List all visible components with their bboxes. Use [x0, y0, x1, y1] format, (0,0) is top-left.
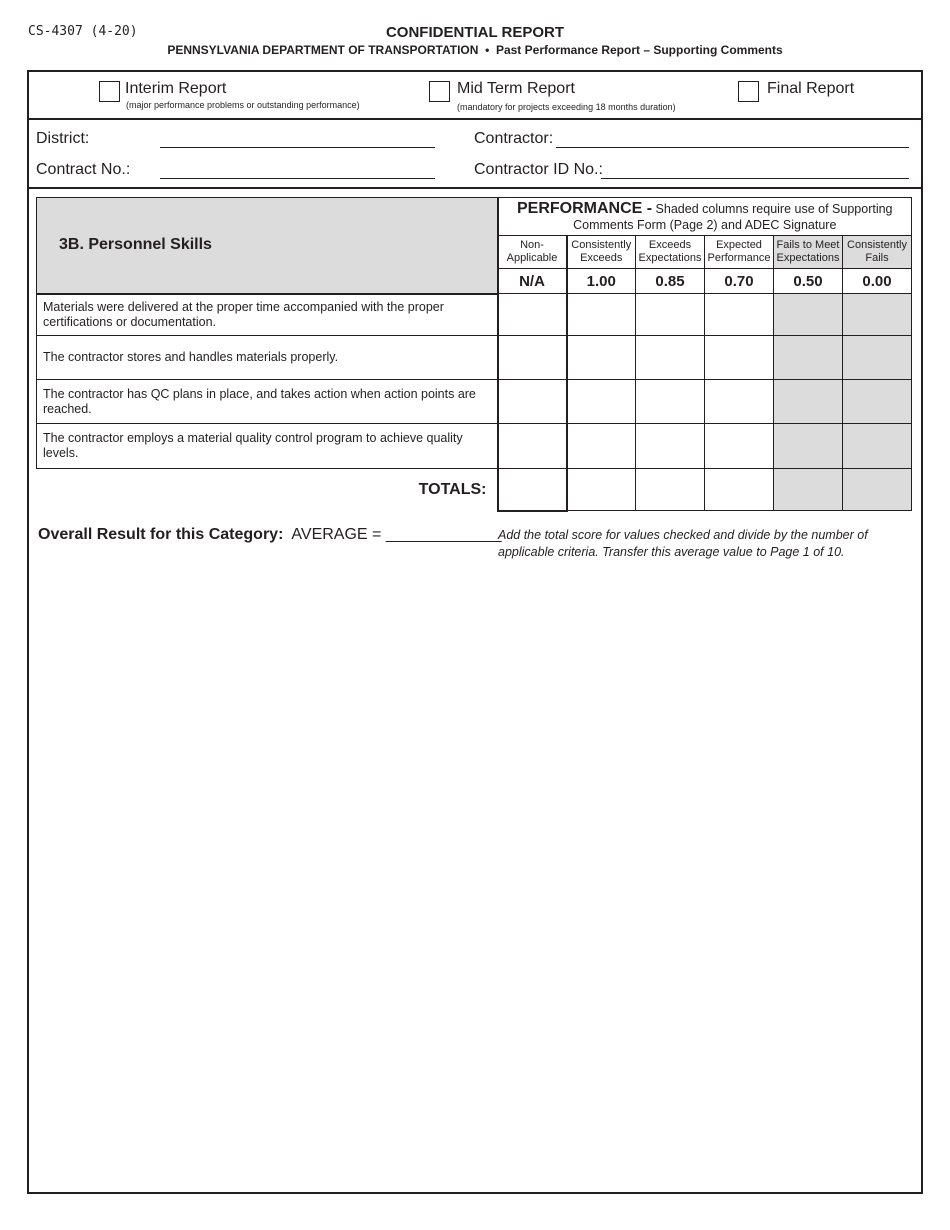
rating-cell-0-50[interactable]	[774, 294, 843, 336]
rating-cell-1-00[interactable]	[567, 336, 636, 380]
overall-result-label: Overall Result for this Category:	[38, 526, 284, 543]
criterion-text: The contractor stores and handles materials properly.	[37, 336, 498, 380]
final-report-checkbox[interactable]	[738, 81, 759, 102]
form-number: CS-4307 (4-20)	[28, 24, 138, 39]
rating-cell-1-00[interactable]	[567, 380, 636, 424]
table-row	[37, 294, 912, 336]
rating-cell-0-70[interactable]	[705, 336, 774, 380]
contractor-id-input[interactable]	[601, 178, 909, 179]
rating-cell-0-85[interactable]	[636, 294, 705, 336]
col-value-0-00: 0.00	[843, 269, 912, 294]
totals-row	[37, 469, 912, 511]
contractor-label: Contractor:	[474, 130, 554, 147]
contractor-input[interactable]	[556, 147, 909, 148]
interim-report-checkbox[interactable]	[99, 81, 120, 102]
table-row	[37, 380, 912, 424]
col-header-consistently-exceeds: Consistently Exceeds	[567, 236, 636, 269]
district-input[interactable]	[160, 147, 435, 148]
average-field[interactable]: AVERAGE = _____________	[291, 526, 502, 543]
criterion-text: The contractor has QC plans in place, and takes action when action points are reached.	[37, 380, 498, 424]
rating-table	[36, 197, 912, 512]
total-cell-0-50[interactable]	[774, 469, 843, 511]
performance-note: Shaded columns require use of Supporting Comments Form (Page 2) and ADEC Signature	[573, 201, 893, 232]
rating-cell-0-50[interactable]	[774, 380, 843, 424]
contractor-id-label: Contractor ID No.:	[474, 161, 603, 178]
table-row	[37, 424, 912, 469]
totals-label: TOTALS:	[37, 469, 498, 511]
contract-no-label: Contract No.:	[36, 161, 131, 178]
page-subtitle: PENNSYLVANIA DEPARTMENT OF TRANSPORTATION • Past Performance Report – Supporting Comments	[167, 43, 783, 57]
rating-cell-0-85[interactable]	[636, 380, 705, 424]
district-label: District:	[36, 130, 90, 147]
performance-header	[498, 198, 912, 236]
rating-cell-0-70[interactable]	[705, 380, 774, 424]
rating-cell-0-85[interactable]	[636, 424, 705, 469]
rating-cell-0-70[interactable]	[705, 424, 774, 469]
rating-cell-na[interactable]	[498, 294, 567, 336]
rating-cell-1-00[interactable]	[567, 294, 636, 336]
criterion-text: The contractor employs a material quality control program to achieve quality levels.	[37, 424, 498, 469]
rating-cell-0-00[interactable]	[843, 424, 912, 469]
rating-cell-0-50[interactable]	[774, 424, 843, 469]
rating-cell-0-00[interactable]	[843, 294, 912, 336]
contract-no-input[interactable]	[160, 178, 435, 179]
col-header-non-applicable: Non- Applicable	[498, 236, 567, 269]
col-header-exceeds-expectations: Exceeds Expectations	[636, 236, 705, 269]
mid-term-report-note: (mandatory for projects exceeding 18 months duration)	[457, 102, 676, 112]
rating-cell-1-00[interactable]	[567, 424, 636, 469]
col-value-1-00: 1.00	[567, 269, 636, 294]
divider	[29, 118, 921, 120]
rating-cell-0-50[interactable]	[774, 336, 843, 380]
rating-cell-0-00[interactable]	[843, 380, 912, 424]
col-header-fails-to-meet: Fails to Meet Expectations	[774, 236, 843, 269]
total-cell-1-00[interactable]	[567, 469, 636, 511]
table-row	[37, 336, 912, 380]
average-instructions: Add the total score for values checked and divide by the number of applicable criteria. Transfer this average value to Page 1 of 10.	[498, 528, 868, 559]
col-header-consistently-fails: Consistently Fails	[843, 236, 912, 269]
rating-cell-na[interactable]	[498, 424, 567, 469]
total-cell-0-85[interactable]	[636, 469, 705, 511]
rating-cell-0-85[interactable]	[636, 336, 705, 380]
rating-cell-0-70[interactable]	[705, 294, 774, 336]
mid-term-report-label: Mid Term Report	[457, 80, 575, 97]
total-cell-0-00[interactable]	[843, 469, 912, 511]
rating-cell-0-00[interactable]	[843, 336, 912, 380]
col-value-0-70: 0.70	[705, 269, 774, 294]
col-value-na: N/A	[498, 269, 567, 294]
interim-report-note: (major performance problems or outstanding performance)	[126, 100, 360, 110]
total-cell-na[interactable]	[498, 469, 567, 511]
rating-cell-na[interactable]	[498, 380, 567, 424]
criterion-text: Materials were delivered at the proper time accompanied with the proper certifications or documentation.	[37, 294, 498, 336]
page-title: CONFIDENTIAL REPORT	[385, 24, 565, 41]
divider	[29, 187, 921, 189]
col-header-expected-performance: Expected Performance	[705, 236, 774, 269]
section-title: 3B. Personnel Skills	[37, 198, 498, 294]
interim-report-label: Interim Report	[125, 80, 227, 97]
overall-result	[38, 526, 502, 544]
rating-cell-na[interactable]	[498, 336, 567, 380]
mid-term-report-checkbox[interactable]	[429, 81, 450, 102]
col-value-0-50: 0.50	[774, 269, 843, 294]
performance-heading: PERFORMANCE -	[516, 199, 653, 217]
total-cell-0-70[interactable]	[705, 469, 774, 511]
col-value-0-85: 0.85	[636, 269, 705, 294]
final-report-label: Final Report	[767, 80, 855, 97]
